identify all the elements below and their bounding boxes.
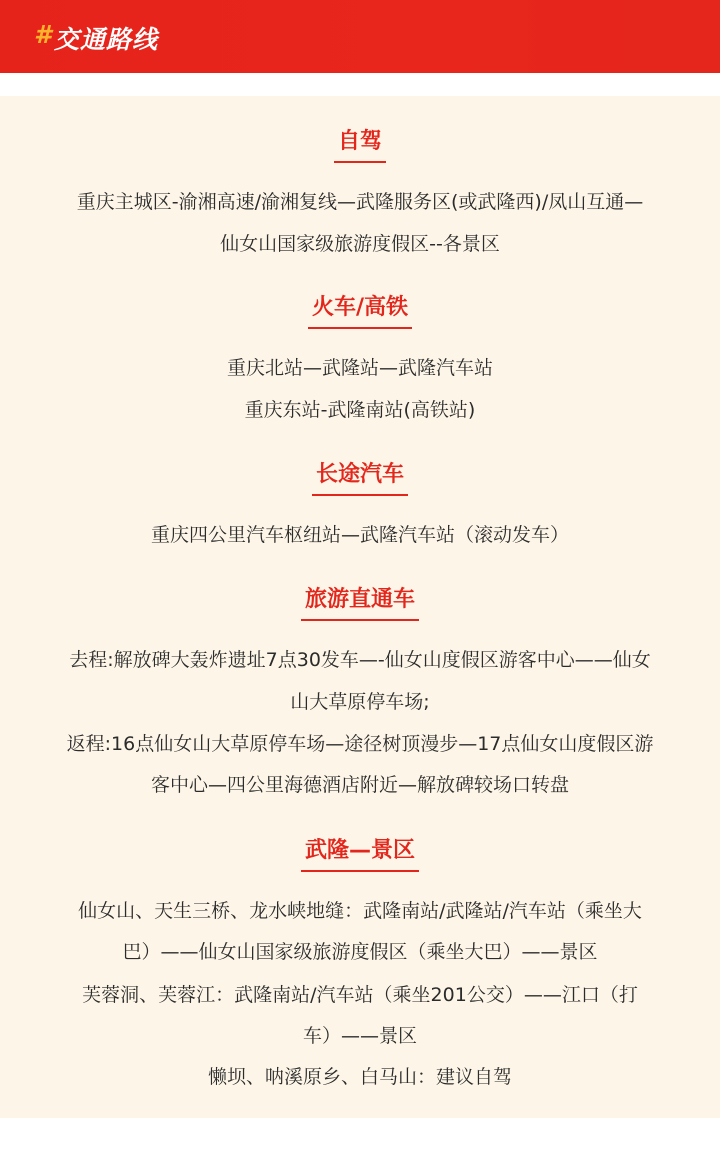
hash-icon: # [34, 20, 52, 49]
route-line: 重庆北站—武隆站—武隆汽车站 [226, 357, 493, 379]
route-line: 芙蓉洞、芙蓉江：武隆南站/汽车站（乘坐201公交）——江口（打 [82, 984, 638, 1006]
route-line: 客中心—四公里海德酒店附近—解放碑较场口转盘 [150, 774, 569, 796]
route-line: 懒坝、呐溪原乡、白马山：建议自驾 [207, 1066, 512, 1088]
section-title-tourist-shuttle: 旅游直通车 [0, 585, 720, 621]
route-line: 重庆主城区-渝湘高速/渝湘复线—武隆服务区(或武隆西)/凤山互通— [76, 191, 644, 213]
route-line: 巴）——仙女山国家级旅游度假区（乘坐大巴）——景区 [122, 941, 598, 963]
section-title-self-drive: 自驾 [0, 127, 720, 163]
route-line: 车）——景区 [302, 1025, 417, 1047]
section-title-wulong-scenic: 武隆—景区 [0, 836, 720, 872]
route-line: 重庆东站-武隆南站(高铁站) [244, 399, 476, 421]
section-title-train: 火车/高铁 [0, 293, 720, 329]
route-line: 仙女山、天生三桥、龙水峡地缝：武隆南站/武隆站/汽车站（乘坐大 [78, 900, 642, 922]
route-line: 仙女山国家级旅游度假区--各景区 [220, 233, 500, 255]
section-header-banner [0, 0, 720, 73]
route-line: 山大草原停车场; [290, 691, 430, 713]
route-line: 重庆四公里汽车枢纽站—武隆汽车站（滚动发车） [150, 524, 569, 546]
route-line: 去程:解放碑大轰炸遗址7点30发车—-仙女山度假区游客中心——仙女 [69, 649, 651, 671]
route-line: 返程:16点仙女山大草原停车场—途径树顶漫步—17点仙女山度假区游 [66, 733, 654, 755]
header-title: 交通路线 [54, 25, 159, 54]
section-title-coach: 长途汽车 [0, 460, 720, 496]
